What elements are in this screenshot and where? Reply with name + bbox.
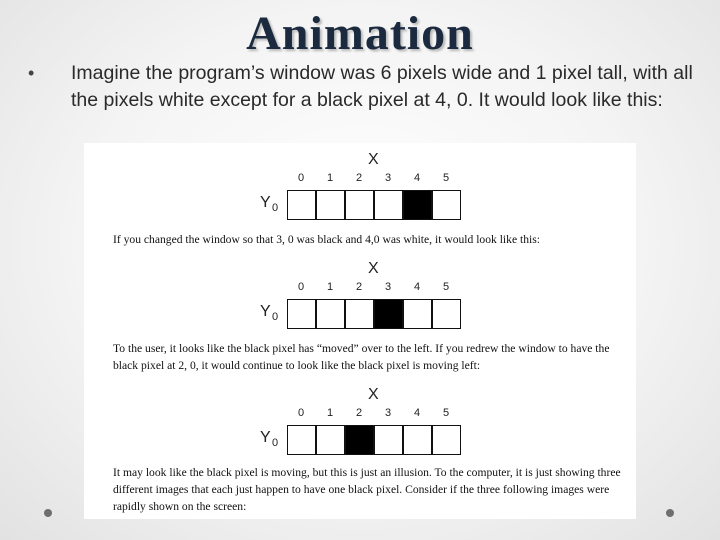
- column-index: 5: [442, 281, 450, 293]
- pixel-cell: [403, 299, 432, 329]
- pixel-cell: [374, 190, 403, 220]
- column-index: 2: [355, 407, 363, 419]
- column-index: 5: [442, 172, 450, 184]
- pixel-cell: [316, 299, 345, 329]
- pixel-cell-black: [403, 190, 432, 220]
- y-axis-label: Y: [260, 194, 271, 211]
- x-axis-label: X: [368, 386, 379, 403]
- x-axis-label: X: [368, 151, 379, 168]
- pixel-grid-1: [84, 151, 636, 221]
- slide-nav-dot-right: [666, 509, 674, 517]
- pixel-row: [287, 190, 461, 220]
- column-index: 4: [413, 172, 421, 184]
- caption-text: If you changed the window so that 3, 0 was black and 4,0 was white, it would look like this:: [113, 233, 540, 246]
- y-axis-index: 0: [272, 311, 279, 323]
- column-index: 1: [326, 281, 334, 293]
- pixel-grid-3: [84, 386, 636, 456]
- column-index: 2: [355, 172, 363, 184]
- pixel-cell: [287, 190, 316, 220]
- caption-text: To the user, it looks like the black pixel has “moved” over to the left. If you redrew the window to have the black pixel at 2, 0, it would continue to look like the black pixel is moving left:: [113, 342, 610, 372]
- pixel-row: [287, 299, 461, 329]
- bullet-icon: •: [28, 63, 35, 83]
- y-axis-label: Y: [260, 303, 271, 320]
- embedded-document-image: [84, 143, 636, 519]
- pixel-cell-black: [374, 299, 403, 329]
- pixel-cell-black: [345, 425, 374, 455]
- y-axis-index: 0: [272, 437, 279, 449]
- pixel-cell: [374, 425, 403, 455]
- pixel-cell: [287, 299, 316, 329]
- y-axis-index: 0: [272, 202, 279, 214]
- pixel-cell: [432, 190, 461, 220]
- column-index: 0: [297, 281, 305, 293]
- column-index: 3: [384, 281, 392, 293]
- x-axis-label: X: [368, 260, 379, 277]
- column-index: 1: [326, 172, 334, 184]
- pixel-cell: [432, 425, 461, 455]
- pixel-cell: [316, 425, 345, 455]
- column-index: 2: [355, 281, 363, 293]
- column-index: 4: [413, 281, 421, 293]
- column-index: 0: [297, 172, 305, 184]
- pixel-cell: [432, 299, 461, 329]
- pixel-cell: [403, 425, 432, 455]
- y-axis-label: Y: [260, 429, 271, 446]
- column-index: 0: [297, 407, 305, 419]
- column-index: 1: [326, 407, 334, 419]
- pixel-row: [287, 425, 461, 455]
- pixel-cell: [345, 190, 374, 220]
- column-index: 3: [384, 172, 392, 184]
- pixel-cell: [345, 299, 374, 329]
- column-index: 3: [384, 407, 392, 419]
- pixel-cell: [287, 425, 316, 455]
- slide-nav-dot-left: [44, 509, 52, 517]
- caption-text: It may look like the black pixel is moving, but this is just an illusion. To the computer, it is just showing three different images that each just happen to have one black pixel. Consider if the three following images were rapidly shown on the screen:: [113, 466, 621, 513]
- pixel-cell: [316, 190, 345, 220]
- pixel-grid-2: [84, 260, 636, 330]
- column-index: 4: [413, 407, 421, 419]
- slide-title: Animation: [246, 7, 474, 60]
- bullet-text: Imagine the program’s window was 6 pixels wide and 1 pixel tall, with all the pixels white except for a black pixel at 4, 0. It would look like this:: [71, 62, 693, 111]
- column-index: 5: [442, 407, 450, 419]
